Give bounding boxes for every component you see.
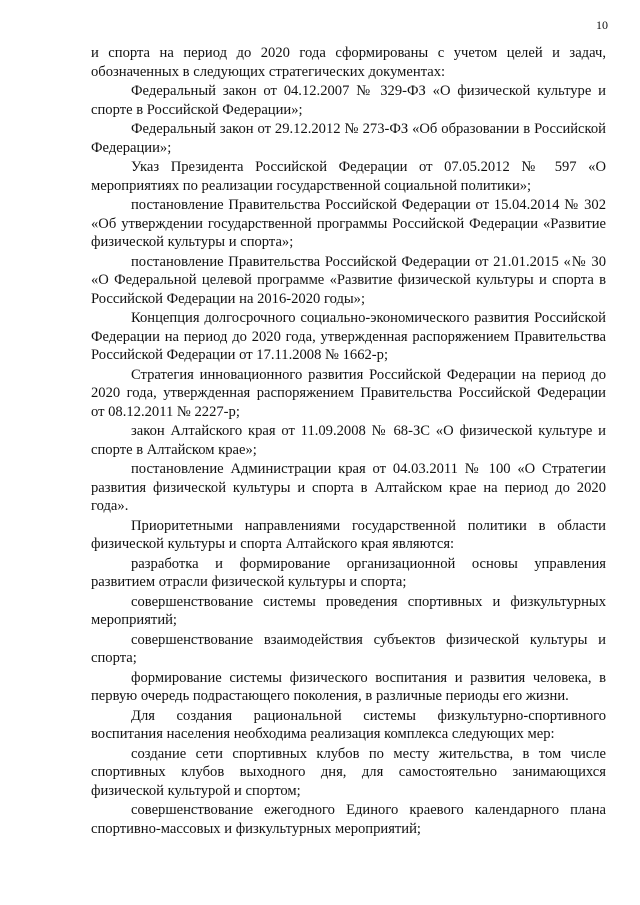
paragraph-administration-resolution-100: постановление Администрации края от 04.03.2011 № 100 «О Стратегии развития физической культуры и спорта в Алтайском крае на период до 2020 года». bbox=[91, 461, 606, 514]
paragraph-federal-law-273: Федеральный закон от 29.12.2012 № 273-ФЗ «Об образовании в Российской Федерации»; bbox=[91, 121, 606, 156]
paragraph-priority-interaction: совершенствование взаимодействия субъектов физической культуры и спорта; bbox=[91, 631, 606, 666]
paragraph-priority-physical-education: формирование системы физического воспитания и развития человека, в первую очередь подрастающего поколения, в различные периоды его жизни. bbox=[91, 669, 606, 704]
paragraph-measure-calendar-plan: совершенствование ежегодного Единого краевого календарного плана спортивно-массовых и физкультурных мероприятий; bbox=[91, 802, 606, 837]
paragraph-measures-intro: Для создания рациональной системы физкультурно-спортивного воспитания населения необходима реализация комплекса следующих мер: bbox=[91, 707, 606, 742]
paragraph-priority-organizational-basis: разработка и формирование организационной основы управления развитием отрасли физической культуры и спорта; bbox=[91, 555, 606, 590]
paragraph-concept-1662: Концепция долгосрочного социально-экономического развития Российской Федерации на период до 2020 года, утвержденная распоряжением Правительства Российской Федерации от 17.11.2008 № 1662-р; bbox=[91, 310, 606, 363]
paragraph-priorities-intro: Приоритетными направлениями государственной политики в области физической культуры и спорта Алтайского края являются: bbox=[91, 517, 606, 552]
paragraph-strategy-2227: Стратегия инновационного развития Российской Федерации на период до 2020 года, утвержденная распоряжением Правительства Российской Федерации от 08.12.2011 № 2227-р; bbox=[91, 366, 606, 420]
paragraph-intro: и спорта на период до 2020 года сформированы с учетом целей и задач, обозначенных в следующих стратегических документах: bbox=[91, 45, 606, 80]
paragraph-government-resolution-302: постановление Правительства Российской Федерации от 15.04.2014 № 302 «Об утверждении государственной программы Российской Федерации «Развитие физической культуры и спорта»; bbox=[91, 197, 606, 250]
paragraph-federal-law-329: Федеральный закон от 04.12.2007 № 329-ФЗ «О физической культуре и спорте в Российской Федерации»; bbox=[91, 83, 606, 118]
paragraph-presidential-decree-597: Указ Президента Российской Федерации от 07.05.2012 № 597 «О мероприятиях по реализации государственной социальной политики»; bbox=[91, 159, 606, 194]
page-number: 10 bbox=[596, 18, 608, 32]
paragraph-altai-law-68: закон Алтайского края от 11.09.2008 № 68-ЗС «О физической культуре и спорте в Алтайском крае»; bbox=[91, 423, 606, 458]
paragraph-measure-sports-clubs: создание сети спортивных клубов по месту жительства, в том числе спортивных клубов выходного дня, для самостоятельно занимающихся физической культурой и спортом; bbox=[91, 745, 606, 799]
paragraph-government-resolution-30: постановление Правительства Российской Федерации от 21.01.2015 «№ 30 «О Федеральной целевой программе «Развитие физической культуры и спорта в Российской Федерации на 2016-2020 годы»; bbox=[91, 253, 606, 307]
document-body bbox=[91, 44, 606, 838]
paragraph-priority-events-system: совершенствование системы проведения спортивных и физкультурных мероприятий; bbox=[91, 593, 606, 628]
